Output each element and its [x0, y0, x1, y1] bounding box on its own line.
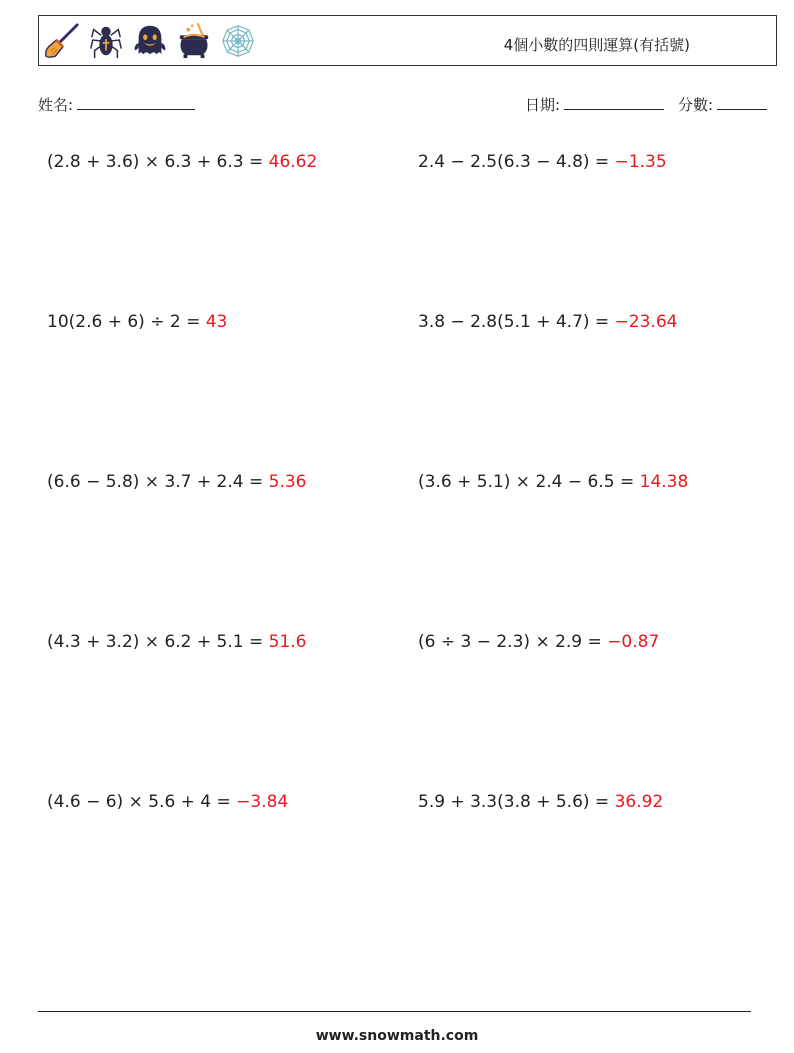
problem-answer: 5.36: [268, 472, 307, 492]
name-label: 姓名:: [38, 96, 74, 114]
problem-8: [418, 631, 659, 653]
problem-expression: (2.8 + 3.6) × 6.3 + 6.3 =: [47, 152, 269, 172]
problem-expression: 5.9 + 3.3(3.8 + 5.6) =: [418, 792, 615, 812]
problem-answer: −0.87: [607, 632, 660, 652]
ghost-icon: [131, 22, 169, 60]
name-field: [38, 94, 195, 115]
problem-answer: 46.62: [268, 152, 318, 172]
icon-strip: [43, 21, 257, 61]
problem-10: [418, 791, 663, 813]
score-blank[interactable]: [717, 94, 767, 110]
footer-divider: [38, 1011, 751, 1012]
problem-answer: 51.6: [268, 632, 307, 652]
problem-9: [47, 791, 288, 813]
problem-3: [47, 311, 227, 333]
worksheet-title: 4個小數的四則運算(有括號): [503, 36, 690, 54]
problem-expression: (6.6 − 5.8) × 3.7 + 2.4 =: [47, 472, 269, 492]
problem-answer: 36.92: [614, 792, 664, 812]
footer-url[interactable]: www.snowmath.com: [315, 1028, 479, 1044]
spiderweb-icon: [219, 22, 257, 60]
problem-answer: −3.84: [236, 792, 289, 812]
problem-expression: (4.3 + 3.2) × 6.2 + 5.1 =: [47, 632, 269, 652]
problem-expression: (6 ÷ 3 − 2.3) × 2.9 =: [418, 632, 608, 652]
problem-2: [418, 151, 667, 173]
problem-answer: −1.35: [614, 152, 667, 172]
problem-answer: −23.64: [614, 312, 678, 332]
problem-expression: 10(2.6 + 6) ÷ 2 =: [47, 312, 206, 332]
name-blank[interactable]: [77, 94, 195, 110]
problem-7: [47, 631, 306, 653]
problem-5: [47, 471, 306, 493]
problem-expression: 2.4 − 2.5(6.3 − 4.8) =: [418, 152, 615, 172]
cauldron-icon: [175, 22, 213, 60]
spider-icon: [87, 22, 125, 60]
score-label: 分數:: [678, 96, 714, 114]
problem-answer: 43: [205, 312, 228, 332]
problem-4: [418, 311, 677, 333]
problem-expression: (3.6 + 5.1) × 2.4 − 6.5 =: [418, 472, 640, 492]
problem-answer: 14.38: [639, 472, 689, 492]
problem-expression: 3.8 − 2.8(5.1 + 4.7) =: [418, 312, 615, 332]
date-blank[interactable]: [564, 94, 664, 110]
date-label: 日期:: [525, 96, 561, 114]
date-field: [525, 94, 664, 115]
problem-1: [47, 151, 317, 173]
problem-expression: (4.6 − 6) × 5.6 + 4 =: [47, 792, 237, 812]
score-field: [678, 94, 767, 115]
problem-6: [418, 471, 688, 493]
broom-icon: [43, 22, 81, 60]
worksheet-header: [38, 15, 777, 66]
